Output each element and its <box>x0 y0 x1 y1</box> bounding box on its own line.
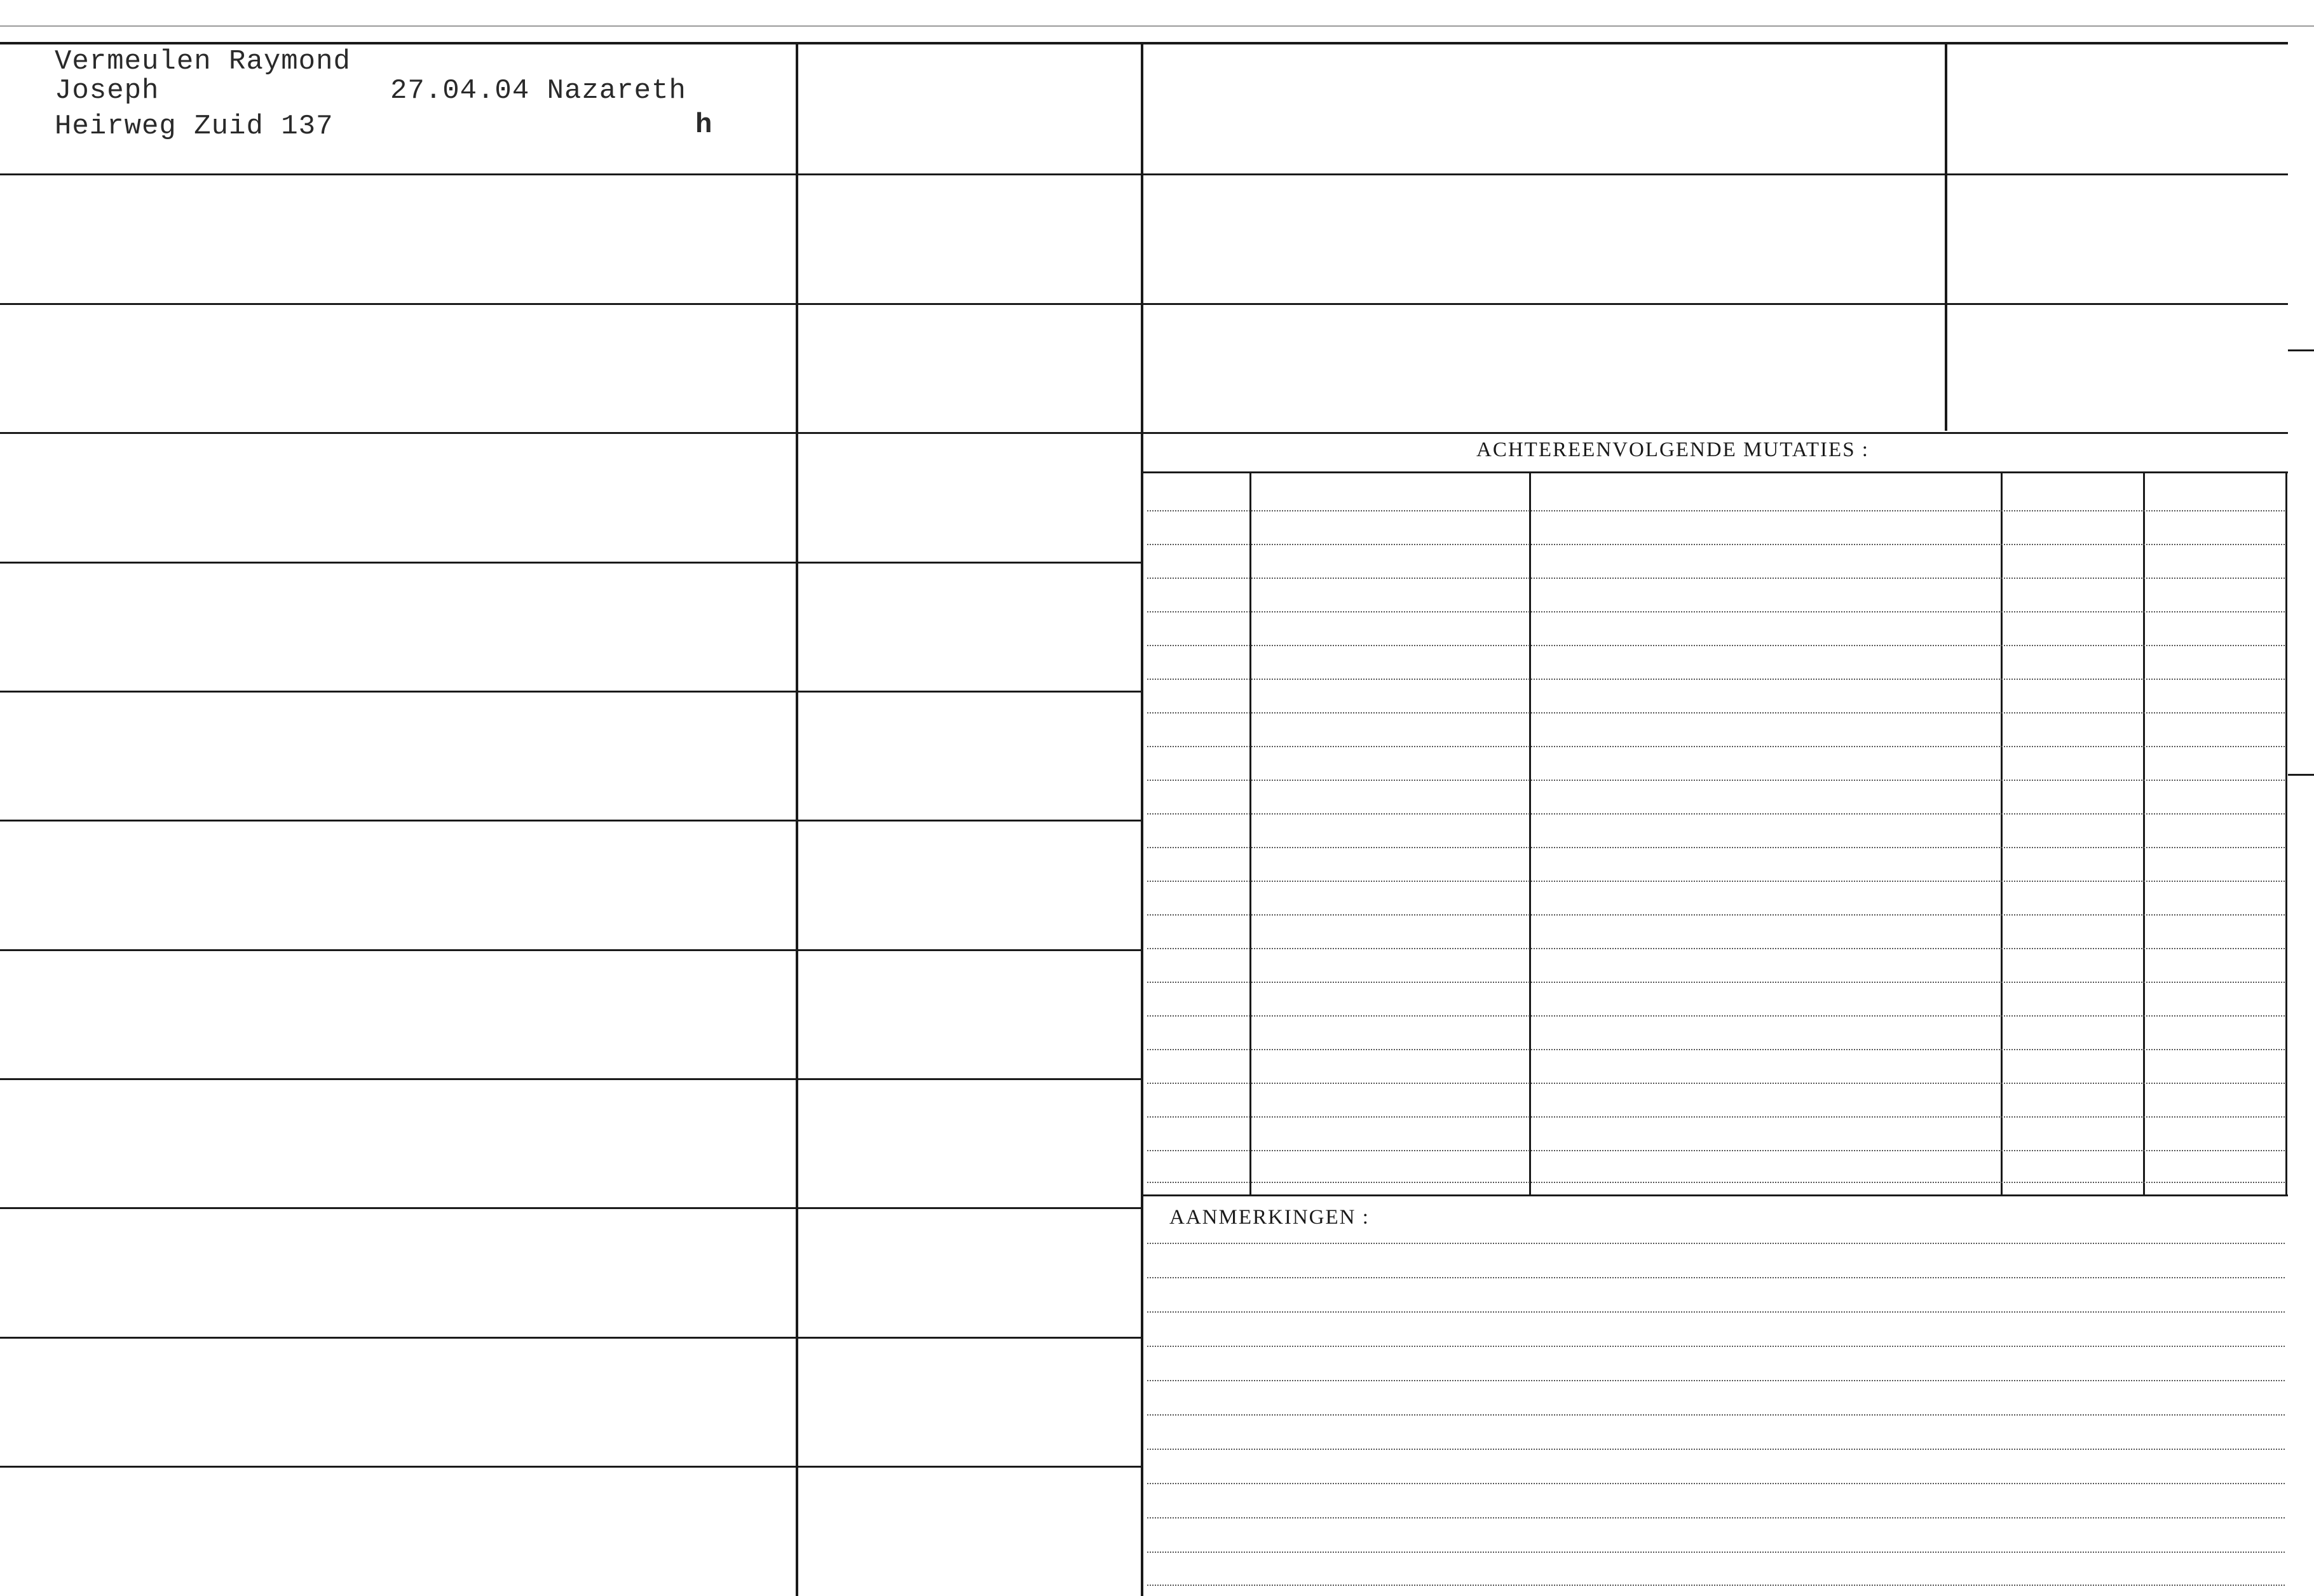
mutation-line <box>1147 881 2285 882</box>
edge-tick-mark <box>2288 349 2314 351</box>
second-given-name: Joseph <box>55 75 160 107</box>
right-row-line-1 <box>1141 173 2288 175</box>
mutation-line <box>1147 1015 2285 1017</box>
mutation-line <box>1147 645 2285 646</box>
mutation-line <box>1147 510 2285 511</box>
left-row-line-5 <box>0 691 1141 693</box>
mutation-line <box>1147 611 2285 612</box>
remarks-line <box>1147 1311 2285 1313</box>
status-code: h <box>695 109 713 141</box>
remarks-line <box>1147 1414 2285 1416</box>
right-upper-divider <box>1945 44 1947 431</box>
mutation-line <box>1147 982 2285 983</box>
remarks-line <box>1147 1552 2285 1553</box>
left-row-line-8 <box>0 1078 1141 1080</box>
top-edge-scan <box>0 25 2314 27</box>
remarks-line <box>1147 1517 2285 1518</box>
mutations-col-divider-4 <box>2143 471 2145 1196</box>
remarks-line <box>1147 1483 2285 1484</box>
left-row-line-3 <box>0 432 1141 434</box>
mutations-col-divider-1 <box>1249 471 1251 1196</box>
middle-column-divider <box>1141 44 1143 1596</box>
surname-and-first-name: Vermeulen Raymond <box>55 46 351 78</box>
street-address: Heirweg Zuid 137 <box>55 111 334 142</box>
mutation-line <box>1147 1083 2285 1084</box>
remarks-line <box>1147 1277 2285 1278</box>
mutation-line <box>1147 578 2285 579</box>
left-row-line-6 <box>0 820 1141 822</box>
mutation-line <box>1147 914 2285 916</box>
mutation-line <box>1147 746 2285 747</box>
mutation-line <box>1147 780 2285 781</box>
mutations-heading: ACHTEREENVOLGENDE MUTATIES : <box>1476 438 1869 461</box>
mutations-table-top <box>1141 471 2288 473</box>
left-row-line-7 <box>0 949 1141 951</box>
remarks-line <box>1147 1585 2285 1586</box>
left-row-line-9 <box>0 1207 1141 1209</box>
left-row-line-11 <box>0 1466 1141 1468</box>
mutations-col-divider-3 <box>2001 471 2003 1196</box>
left-row-line-2 <box>0 303 1141 305</box>
mutation-line <box>1147 544 2285 545</box>
remarks-line <box>1147 1449 2285 1450</box>
mutation-line <box>1147 679 2285 680</box>
mutation-line <box>1147 1116 2285 1118</box>
left-row-line-4 <box>0 562 1141 564</box>
mutation-line <box>1147 847 2285 848</box>
left-row-line-10 <box>0 1337 1141 1339</box>
right-row-line-2 <box>1141 303 2288 305</box>
mutation-line <box>1147 1182 2285 1183</box>
mutation-line <box>1147 1049 2285 1050</box>
remarks-heading: AANMERKINGEN : <box>1169 1206 1370 1229</box>
edge-tick-mark <box>2288 774 2314 776</box>
mutation-line <box>1147 712 2285 713</box>
mutation-line <box>1147 948 2285 949</box>
mutations-right-edge <box>2285 471 2287 1196</box>
birth-date-place: 27.04.04 Nazareth <box>390 75 686 107</box>
right-row-line-3 <box>1141 432 2288 434</box>
mutations-table-bottom <box>1141 1194 2288 1196</box>
remarks-line <box>1147 1380 2285 1381</box>
left-row-line-1 <box>0 173 1141 175</box>
remarks-line <box>1147 1243 2285 1244</box>
remarks-line <box>1147 1346 2285 1347</box>
mutations-col-divider-2 <box>1529 471 1531 1196</box>
mutation-line <box>1147 1150 2285 1151</box>
mutation-line <box>1147 813 2285 815</box>
